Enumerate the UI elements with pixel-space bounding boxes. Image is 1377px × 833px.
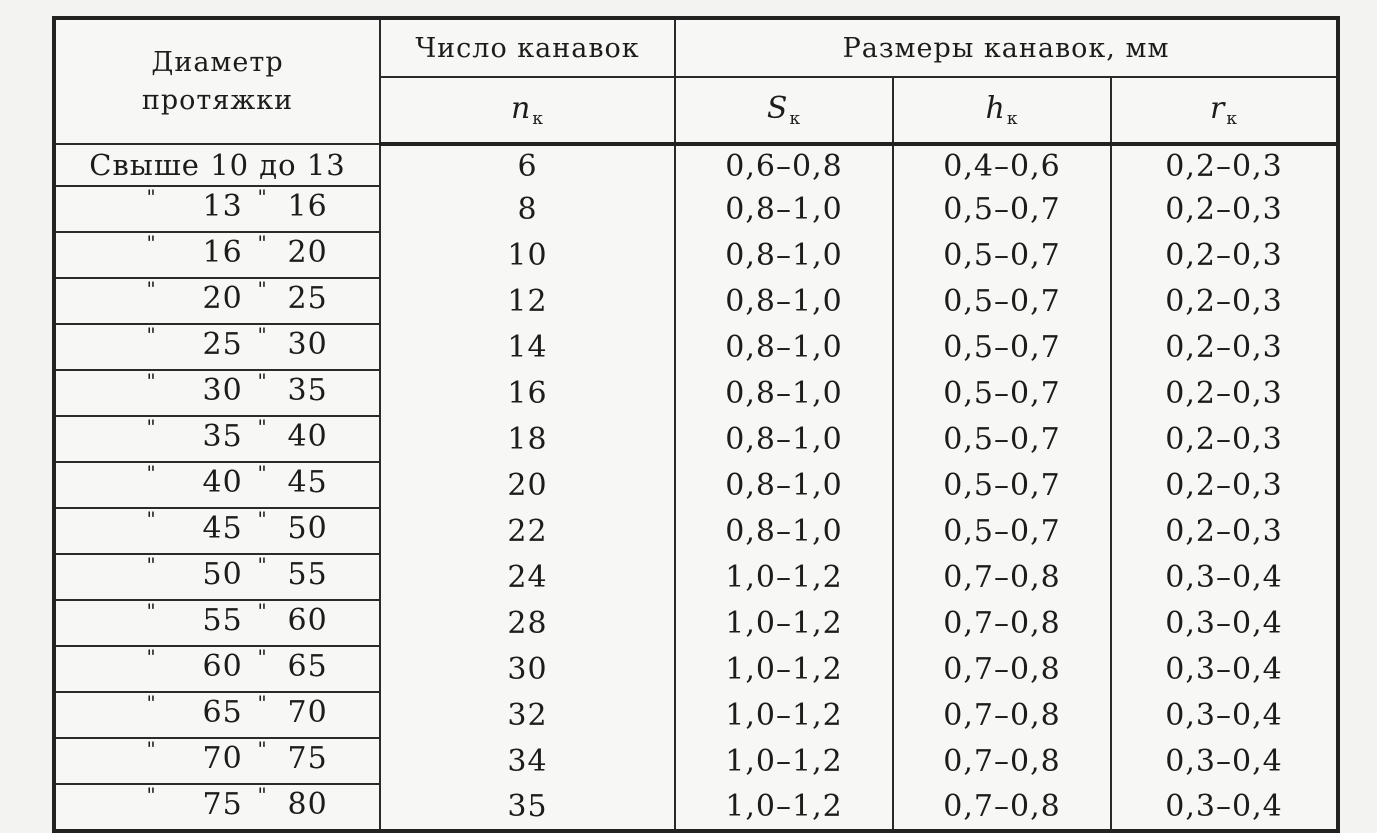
r-cell: 0,2–0,3 [1111,186,1338,232]
r-subscript: к [1226,109,1238,129]
ditto-mark: " [146,600,157,623]
diameter-to: 50 [287,511,328,546]
table-row [54,186,1338,232]
header-diameter [54,18,380,144]
diameter-to: 40 [287,419,328,454]
diameter-cell [54,416,380,462]
diameter-range [83,233,353,269]
h-cell: 0,7–0,8 [893,646,1111,692]
diameter-from: 55 [202,603,243,638]
n-subscript: к [532,109,544,129]
s-cell: 0,8–1,0 [675,462,893,508]
table-header [54,18,1338,144]
ditto-mark: " [257,554,268,577]
table-row [54,232,1338,278]
s-cell: 0,8–1,0 [675,232,893,278]
r-cell: 0,2–0,3 [1111,144,1338,186]
h-cell: 0,5–0,7 [893,370,1111,416]
diameter-range [83,601,353,637]
diameter-from: 70 [202,741,243,776]
s-cell: 0,8–1,0 [675,508,893,554]
groove-count-cell: 10 [380,232,675,278]
h-cell: 0,7–0,8 [893,738,1111,784]
groove-count-cell: 12 [380,278,675,324]
r-cell: 0,2–0,3 [1111,416,1338,462]
diameter-to: 70 [287,695,328,730]
diameter-range [83,509,353,545]
r-cell: 0,3–0,4 [1111,692,1338,738]
ditto-mark: " [146,554,157,577]
groove-count-cell: 35 [380,784,675,831]
groove-count-cell: 8 [380,186,675,232]
s-cell: 1,0–1,2 [675,692,893,738]
s-symbol: S [766,91,789,126]
diameter-from: 13 [202,189,243,224]
diameter-to: 80 [287,787,328,822]
ditto-mark: " [257,462,268,485]
ditto-mark: " [146,692,157,715]
diameter-cell [54,692,380,738]
diameter-to: 20 [287,235,328,270]
s-cell: 0,8–1,0 [675,324,893,370]
table-row [54,784,1338,831]
ditto-mark: " [257,370,268,393]
groove-dimensions-table [52,16,1340,833]
ditto-mark: " [257,508,268,531]
table-row [54,416,1338,462]
groove-count-cell: 14 [380,324,675,370]
groove-count-cell: 30 [380,646,675,692]
r-cell: 0,3–0,4 [1111,784,1338,831]
diameter-from: 50 [202,557,243,592]
s-cell: 1,0–1,2 [675,646,893,692]
groove-count-cell: 32 [380,692,675,738]
diameter-cell: Свыше 10 до 13 [54,144,380,186]
diameter-range [83,647,353,683]
diameter-cell [54,646,380,692]
ditto-mark: " [257,278,268,301]
r-cell: 0,2–0,3 [1111,508,1338,554]
diameter-to: 45 [287,465,328,500]
diameter-to: 25 [287,281,328,316]
diameter-from: 40 [202,465,243,500]
diameter-from: 60 [202,649,243,684]
diameter-from: 75 [202,787,243,822]
r-cell: 0,3–0,4 [1111,646,1338,692]
diameter-range [83,463,353,499]
diameter-from: 45 [202,511,243,546]
s-subscript: к [789,109,802,129]
h-cell: 0,5–0,7 [893,508,1111,554]
diameter-cell [54,784,380,831]
ditto-mark: " [257,416,268,439]
ditto-mark: " [146,324,157,347]
diameter-cell [54,232,380,278]
r-cell: 0,2–0,3 [1111,324,1338,370]
table-row [54,462,1338,508]
diameter-from: 20 [202,281,243,316]
diameter-range [83,739,353,775]
table-row [54,370,1338,416]
h-cell: 0,7–0,8 [893,784,1111,831]
diameter-cell [54,462,380,508]
diameter-to: 75 [287,741,328,776]
table-row [54,692,1338,738]
ditto-mark: " [146,646,157,669]
diameter-to: 16 [287,189,328,224]
h-cell: 0,5–0,7 [893,278,1111,324]
groove-count-cell: 24 [380,554,675,600]
header-h [893,77,1111,144]
ditto-mark: " [146,416,157,439]
groove-count-cell: 20 [380,462,675,508]
ditto-mark: " [146,462,157,485]
h-cell: 0,5–0,7 [893,324,1111,370]
groove-count-cell: 6 [380,144,675,186]
diameter-cell [54,324,380,370]
table-body [54,144,1338,831]
s-cell: 0,8–1,0 [675,278,893,324]
h-subscript: к [1006,109,1019,129]
diameter-cell [54,508,380,554]
diameter-from: 30 [202,373,243,408]
r-symbol: r [1210,91,1226,126]
ditto-mark: " [146,370,157,393]
diameter-cell [54,600,380,646]
h-cell: 0,7–0,8 [893,554,1111,600]
diameter-range [83,693,353,729]
table-row [54,600,1338,646]
s-cell: 1,0–1,2 [675,784,893,831]
h-cell: 0,7–0,8 [893,600,1111,646]
r-cell: 0,3–0,4 [1111,554,1338,600]
diameter-range [83,417,353,453]
table-row [54,554,1338,600]
s-cell: 0,8–1,0 [675,416,893,462]
diameter-cell [54,554,380,600]
ditto-mark: " [257,232,268,255]
groove-count-cell: 18 [380,416,675,462]
groove-count-cell: 34 [380,738,675,784]
table-row [54,738,1338,784]
h-cell: 0,5–0,7 [893,462,1111,508]
diameter-range [83,555,353,591]
diameter-range [83,785,353,821]
table-row [54,278,1338,324]
table-row [54,144,1338,186]
r-cell: 0,3–0,4 [1111,600,1338,646]
diameter-range [83,279,353,315]
header-r [1111,77,1338,144]
diameter-to: 35 [287,373,328,408]
s-cell: 1,0–1,2 [675,738,893,784]
table-row [54,324,1338,370]
ditto-mark: " [146,186,157,209]
diameter-cell [54,186,380,232]
ditto-mark: " [146,738,157,761]
h-cell: 0,5–0,7 [893,186,1111,232]
s-cell: 0,8–1,0 [675,370,893,416]
header-groove-dimensions: Размеры канавок, мм [675,18,1338,77]
h-cell: 0,5–0,7 [893,232,1111,278]
diameter-to: 65 [287,649,328,684]
ditto-mark: " [146,784,157,807]
ditto-mark: " [257,600,268,623]
groove-count-cell: 28 [380,600,675,646]
ditto-mark: " [257,646,268,669]
diameter-cell [54,738,380,784]
diameter-to: 30 [287,327,328,362]
diameter-from: 65 [202,695,243,730]
groove-count-cell: 22 [380,508,675,554]
s-cell: 1,0–1,2 [675,600,893,646]
header-n [380,77,675,144]
diameter-from: 25 [202,327,243,362]
ditto-mark: " [257,324,268,347]
ditto-mark: " [146,508,157,531]
diameter-range [83,325,353,361]
header-s [675,77,893,144]
s-cell: 1,0–1,2 [675,554,893,600]
ditto-mark: " [146,278,157,301]
table-row [54,646,1338,692]
ditto-mark: " [257,738,268,761]
diameter-to: 60 [287,603,328,638]
r-cell: 0,2–0,3 [1111,232,1338,278]
h-cell: 0,4–0,6 [893,144,1111,186]
header-diameter-text: Диаметр протяжки [141,46,294,116]
ditto-mark: " [257,692,268,715]
table-row [54,508,1338,554]
diameter-cell [54,370,380,416]
groove-count-cell: 16 [380,370,675,416]
h-cell: 0,5–0,7 [893,416,1111,462]
diameter-cell [54,278,380,324]
ditto-mark: " [257,186,268,209]
diameter-range [83,371,353,407]
h-cell: 0,7–0,8 [893,692,1111,738]
n-symbol: n [511,91,532,126]
diameter-to: 55 [287,557,328,592]
header-groove-count: Число канавок [380,18,675,77]
diameter-from: 35 [202,419,243,454]
s-cell: 0,8–1,0 [675,186,893,232]
diameter-range [83,187,353,223]
ditto-mark: " [146,232,157,255]
r-cell: 0,2–0,3 [1111,462,1338,508]
r-cell: 0,2–0,3 [1111,278,1338,324]
r-cell: 0,2–0,3 [1111,370,1338,416]
ditto-mark: " [257,784,268,807]
diameter-from: 16 [202,235,243,270]
s-cell: 0,6–0,8 [675,144,893,186]
h-symbol: h [985,91,1006,126]
r-cell: 0,3–0,4 [1111,738,1338,784]
